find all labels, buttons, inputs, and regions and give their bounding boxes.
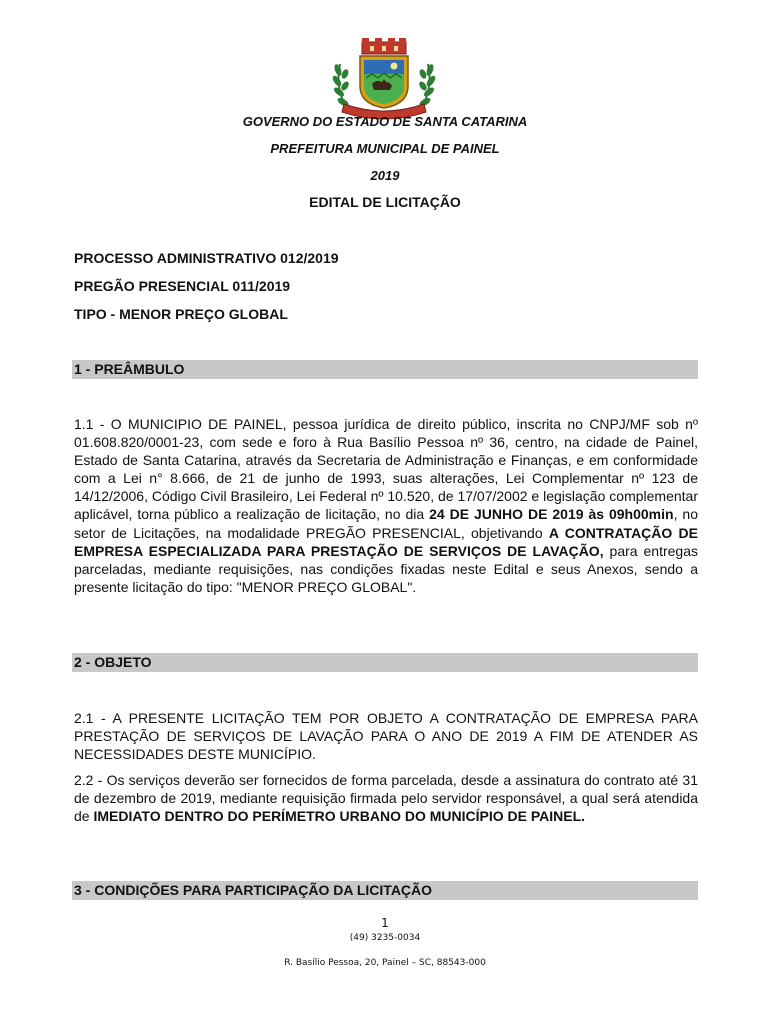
page-number: 1 — [381, 916, 389, 930]
preambulo-paragraph — [74, 415, 698, 596]
objeto-paragraph-1: 2.1 - A PRESENTE LICITAÇÃO TEM POR OBJETO A CONTRATAÇÃO DE EMPRESA PARA PRESTAÇÃO DE SERVIÇOS DE LAVAÇÃO PARA O ANO DE 2019 A FIM DE ATENDER AS NECESSIDADES DESTE MUNICÍPIO. — [74, 710, 698, 763]
preambulo-text-2: , no setor de Licitações, na modalidade PREGÃO PRESENCIAL, objetivando — [74, 506, 698, 541]
objeto-text-1: 2.2 - Os serviços deverão ser fornecidos de forma parcelada, desde a assinatura do contrato até 31 de dezembro de 2019, mediante requisição firmada pelo servidor responsável, a qual será atendida de — [74, 772, 698, 825]
preambulo-text-3: para entregas parceladas, mediante requisições, nas condições fixadas neste Edital e seus Anexos, sendo a presente licitação do tipo: "MENOR PREÇO GLOBAL". — [74, 542, 698, 595]
footer-address: R. Basílio Pessoa, 20, Painel – SC, 88543-000 — [284, 958, 486, 968]
preambulo-objective: A CONTRATAÇÃO DE EMPRESA ESPECIALIZADA PARA PRESTAÇÃO DE SERVIÇOS DE LAVAÇÃO, — [74, 524, 698, 559]
tipo-licitacao: TIPO - MENOR PREÇO GLOBAL — [74, 306, 288, 322]
preambulo-text-1: 1.1 - O MUNICIPIO DE PAINEL, pessoa jurídica de direito público, inscrita no CNPJ/MF sob nº 01.608.820/0001-23, com sede e foro à Rua Basílio Pessoa nº 36, centro, na cidade de Painel, Estado de Santa Catarina, através da Secretaria de Administração e Finanças, e em conformidade com a Lei n° 8.666, de 21 de junho de 1993, suas alterações, Lei Complementar nº 123 de 14/12/2006, Código Civil Brasileiro, Lei Federal nº 10.520, de 17/07/2002 e legislação complementar aplicável, torna público a realização de licitação, no dia — [74, 416, 698, 523]
mural-crown-icon — [362, 38, 406, 54]
header-year: 2019 — [370, 168, 400, 183]
preambulo-date: 24 DE JUNHO DE 2019 às 09h00min — [429, 506, 674, 523]
objeto-paragraph-2 — [74, 771, 698, 825]
footer-phone: (49) 3235-0034 — [349, 933, 421, 943]
header-prefeitura: PREFEITURA MUNICIPAL DE PAINEL — [270, 141, 500, 156]
processo-administrativo: PROCESSO ADMINISTRATIVO 012/2019 — [74, 250, 339, 266]
section-condicoes-heading: 3 - CONDIÇÕES PARA PARTICIPAÇÃO DA LICITAÇÃO — [72, 881, 698, 900]
header-government: GOVERNO DO ESTADO DE SANTA CATARINA — [242, 114, 528, 129]
municipal-crest-logo — [328, 34, 440, 120]
objeto-bold-1: IMEDIATO DENTRO DO PERÍMETRO URBANO DO MUNICÍPIO DE PAINEL. — [93, 808, 586, 825]
section-preambulo-heading: 1 - PREÂMBULO — [72, 360, 698, 379]
pregao-presencial: PREGÃO PRESENCIAL 011/2019 — [74, 278, 291, 294]
document-title: EDITAL DE LICITAÇÃO — [309, 194, 461, 210]
shield-icon — [360, 56, 408, 108]
section-objeto-heading: 2 - OBJETO — [72, 653, 698, 672]
